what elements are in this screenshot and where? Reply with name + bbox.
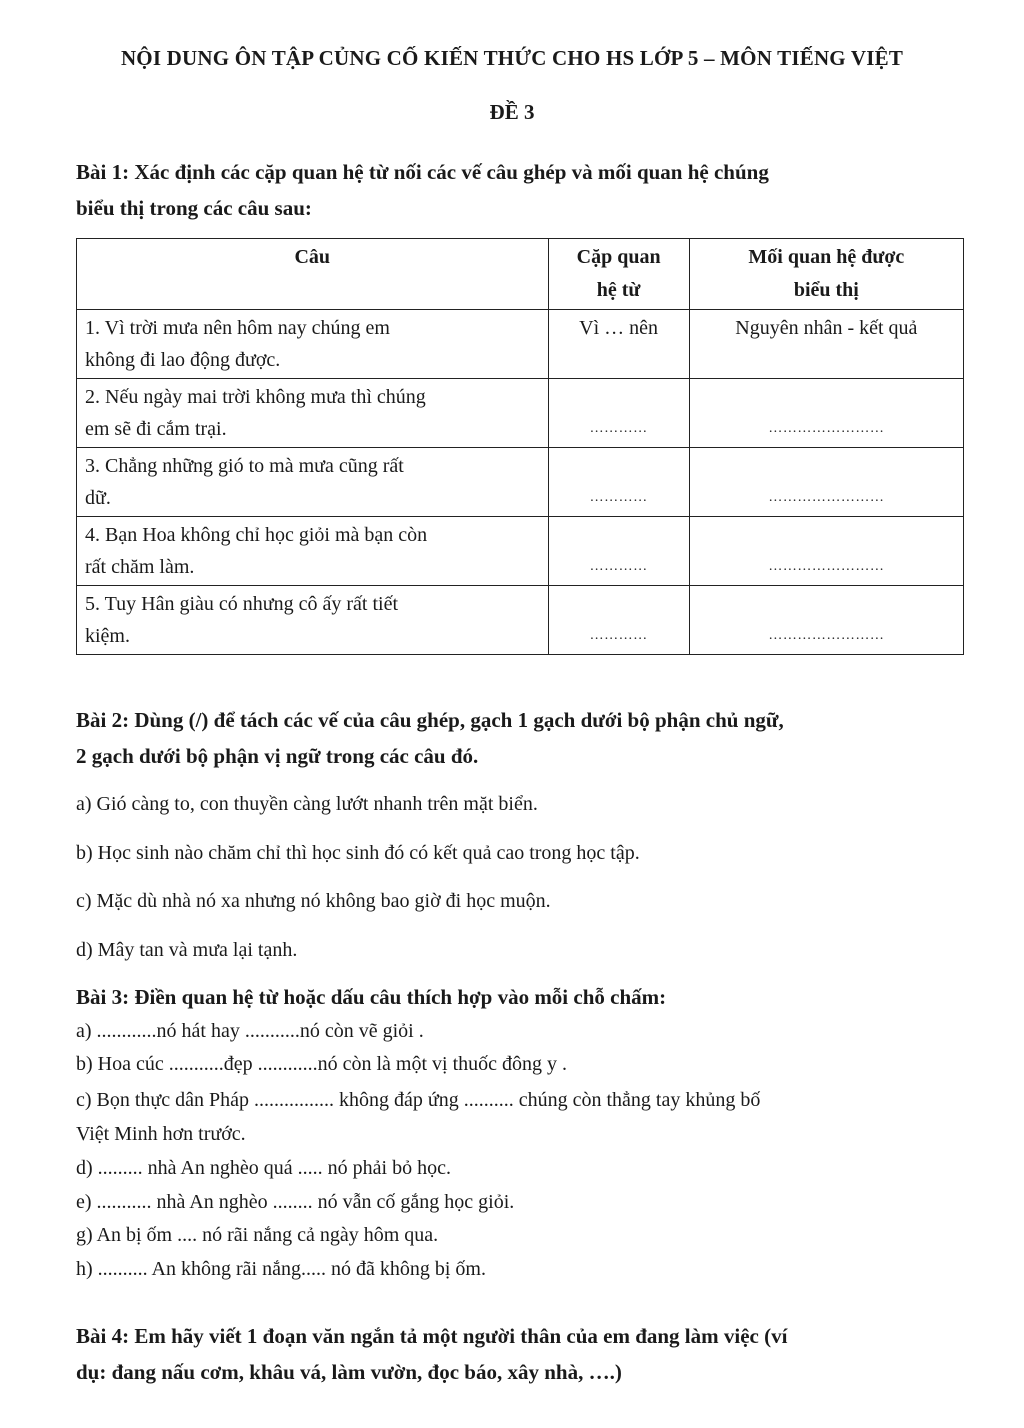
sentence-cell [77,586,549,655]
document-title: NỘI DUNG ÔN TẬP CỦNG CỐ KIẾN THỨC CHO HS LỚP 5 – MÔN TIẾNG VIỆT [120,46,904,70]
sentence-cell [77,448,549,517]
bai1-heading-line1: Bài 1: Xác định các cặp quan hệ từ nối các vế câu ghép và mối quan hệ chúng [76,160,769,184]
sentence-line1: 3. Chẳng những gió to mà mưa cũng rất [85,455,404,477]
pair-cell-blank[interactable] [548,586,689,655]
relation-cell: Nguyên nhân - kết quả [689,310,963,379]
pair-blank-dots: ………… [589,559,648,574]
relation-cell-blank[interactable] [689,517,963,586]
bai2-item-d: d) Mây tan và mưa lại tạnh. [76,939,298,961]
header-cau-label: Câu [294,246,331,268]
relation-blank-dots: …………………… [768,421,885,436]
bai3-item-d: d) ......... nhà An nghèo quá ..... nó phải bỏ học. [76,1157,451,1179]
relation-cell-blank[interactable] [689,448,963,517]
bai3-item-e: e) ........... nhà An nghèo ........ nó vẫn cố gắng học giỏi. [76,1191,515,1213]
table-header-row [77,239,964,310]
table-row [77,586,964,655]
sentence-line2: không đi lao động được. [85,349,281,371]
bai3-item-c-cont: Việt Minh hơn trước. [76,1123,246,1145]
relation-table [76,238,964,655]
relation-cell-blank[interactable] [689,379,963,448]
pair-cell-blank[interactable] [548,379,689,448]
bai3-item-h: h) .......... An không rãi nắng..... nó đã không bị ốm. [76,1258,486,1280]
sentence-line2: kiệm. [85,625,130,647]
bai2-heading-line1: Bài 2: Dùng (/) để tách các vế của câu ghép, gạch 1 gạch dưới bộ phận chủ ngữ, [76,708,784,732]
table-row [77,379,964,448]
header-cap-line2: hệ từ [596,279,641,301]
relation-blank-dots: …………………… [768,628,885,643]
header-cap-quan-he-tu [548,239,689,310]
table-row [77,517,964,586]
sentence-cell [77,517,549,586]
bai3-item-b: b) Hoa cúc ...........đẹp ............nó còn là một vị thuốc đông y . [76,1053,568,1075]
table-row [77,310,964,379]
bai2-heading-line2: 2 gạch dưới bộ phận vị ngữ trong các câu đó. [76,744,479,768]
bai3-heading: Bài 3: Điền quan hệ từ hoặc dấu câu thích hợp vào mỗi chỗ chấm: [76,985,667,1009]
bai2-item-a: a) Gió càng to, con thuyền càng lướt nhanh trên mặt biển. [76,793,538,815]
bai3-item-c: c) Bọn thực dân Pháp ................ không đáp ứng .......... chúng còn thẳng tay khủng bố [76,1089,761,1111]
pair-blank-dots: ………… [589,628,648,643]
sentence-line2: em sẽ đi cắm trại. [85,418,227,440]
bai3-item-g: g) An bị ốm .... nó rãi nắng cả ngày hôm qua. [76,1224,439,1246]
sentence-cell [77,379,549,448]
bai2-item-b: b) Học sinh nào chăm chỉ thì học sinh đó có kết quả cao trong học tập. [76,842,640,864]
bai2-item-c: c) Mặc dù nhà nó xa nhưng nó không bao giờ đi học muộn. [76,890,551,912]
pair-cell: Vì … nên [548,310,689,379]
bai3-item-a: a) ............nó hát hay ...........nó còn vẽ giỏi . [76,1020,424,1042]
relation-blank-dots: …………………… [768,559,885,574]
bai2-heading [76,702,966,774]
table-row [77,448,964,517]
sentence-line1: 5. Tuy Hân giàu có nhưng cô ấy rất tiết [85,593,399,615]
sentence-line1: 1. Vì trời mưa nên hôm nay chúng em [85,317,390,339]
pair-cell-blank[interactable] [548,448,689,517]
document-subtitle: ĐỀ 3 [489,100,535,124]
bai1-heading-line2: biểu thị trong các câu sau: [76,196,312,220]
header-moi-line1: Mối quan hệ được [748,246,905,268]
bai4-heading [76,1318,966,1390]
bai1-heading [76,154,966,226]
header-moi-line2: biểu thị [793,279,859,301]
pair-cell-blank[interactable] [548,517,689,586]
header-moi-quan-he [689,239,963,310]
pair-blank-dots: ………… [589,421,648,436]
sentence-line1: 2. Nếu ngày mai trời không mưa thì chúng [85,386,426,408]
header-cau [77,239,549,310]
relation-blank-dots: …………………… [768,490,885,505]
bai4-heading-line1: Bài 4: Em hãy viết 1 đoạn văn ngắn tả một người thân của em đang làm việc (ví [76,1324,788,1348]
bai4-heading-line2: dụ: đang nấu cơm, khâu vá, làm vườn, đọc báo, xây nhà, ….) [76,1360,622,1384]
sentence-line2: dữ. [85,487,111,509]
header-cap-line1: Cặp quan [576,246,661,268]
sentence-cell [77,310,549,379]
pair-blank-dots: ………… [589,490,648,505]
sentence-line2: rất chăm làm. [85,556,195,578]
relation-cell-blank[interactable] [689,586,963,655]
sentence-line1: 4. Bạn Hoa không chỉ học giỏi mà bạn còn [85,524,428,546]
